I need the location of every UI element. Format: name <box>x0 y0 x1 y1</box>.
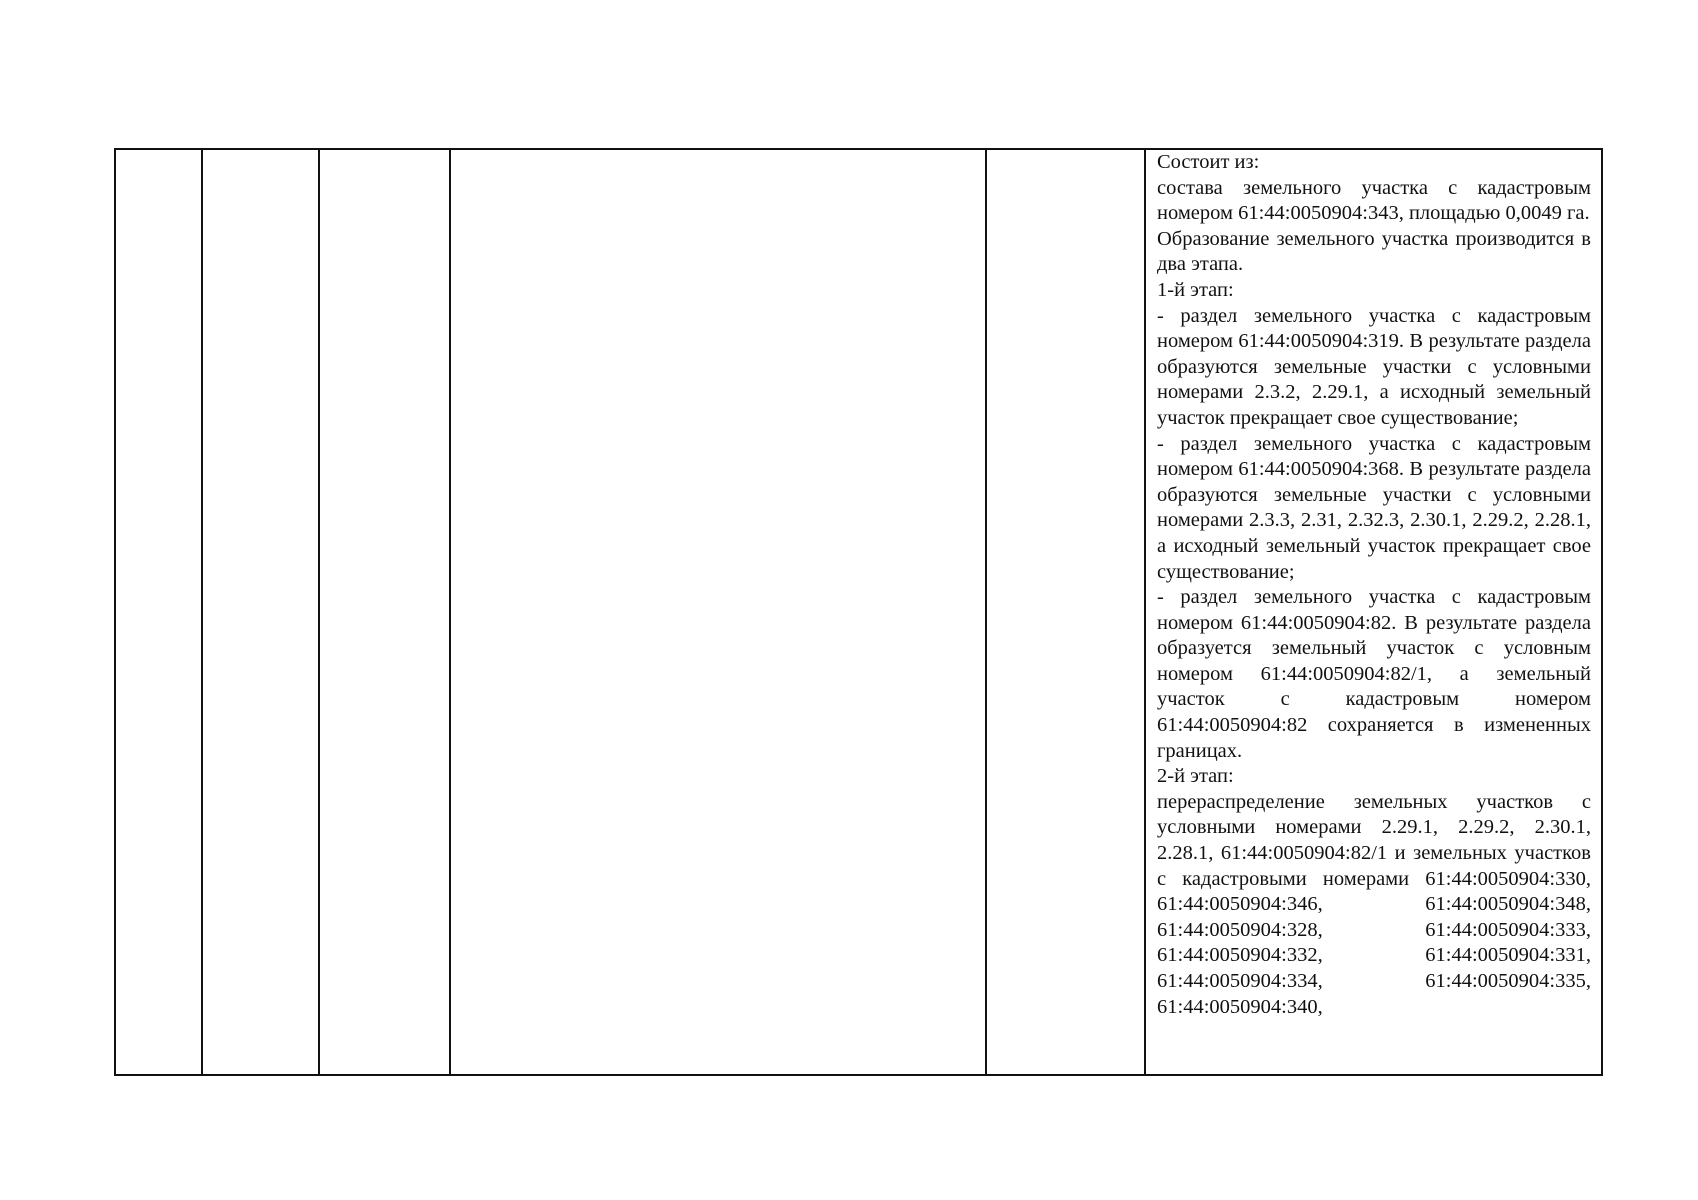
table-cell-3 <box>319 149 450 1075</box>
description-paragraph: 2-й этап: <box>1157 765 1234 788</box>
document-table <box>114 148 1603 1076</box>
description-paragraph: - раздел земельного участка с кадастровым номером 61:44:0050904:319. В результате раздела образуются земельные участки с условными номерами 2.3.2, 2.29.1, а исходный земельный участок прекращает свое существование; <box>1157 304 1591 429</box>
description-paragraph: - раздел земельного участка с кадастровым номером 61:44:0050904:368. В результате раздела образуются земельные участки с условными номерами 2.3.3, 2.31, 2.32.3, 2.30.1, 2.29.2, 2.28.1, а исходный земельный участок прекращает свое существование; <box>1157 432 1591 583</box>
description-paragraph: - раздел земельного участка с кадастровым номером 61:44:0050904:82. В результате раздела образуется земельный участок с условным номером 61:44:0050904:82/1, а земельный участок с кадастровым номером 61:44:0050904:82 сохраняется в измененных границах. <box>1157 586 1591 762</box>
table-row <box>115 149 1602 1075</box>
description-paragraph: Образование земельного участка производится в два этапа. <box>1157 227 1591 276</box>
table-cell-2 <box>202 149 319 1075</box>
table-cell-4 <box>450 149 986 1075</box>
description-paragraph: Состоит из: <box>1157 151 1260 173</box>
table-cell-description <box>1145 149 1602 1075</box>
description-text <box>1146 150 1601 1074</box>
description-paragraph: 1-й этап: <box>1157 278 1234 301</box>
table-cell-1 <box>115 149 202 1075</box>
description-paragraph: перераспределение земельных участков с условными номерами 2.29.1, 2.29.2, 2.30.1, 2.28.1, 61:44:0050904:82/1 и земельных участков с кадастровыми номерами 61:44:0050904:330, 61:44:0050904:346, 61:44:0050904:348, 61:44:0050904:328, 61:44:0050904:333, 61:44:0050904:332, 61:44:0050904:331, 61:44:0050904:334, 61:44:0050904:335, 61:44:0050904:340, <box>1157 790 1591 1018</box>
table-cell-5 <box>986 149 1145 1075</box>
description-paragraph: состава земельного участка с кадастровым номером 61:44:0050904:343, площадью 0,0049 га. <box>1157 176 1591 225</box>
